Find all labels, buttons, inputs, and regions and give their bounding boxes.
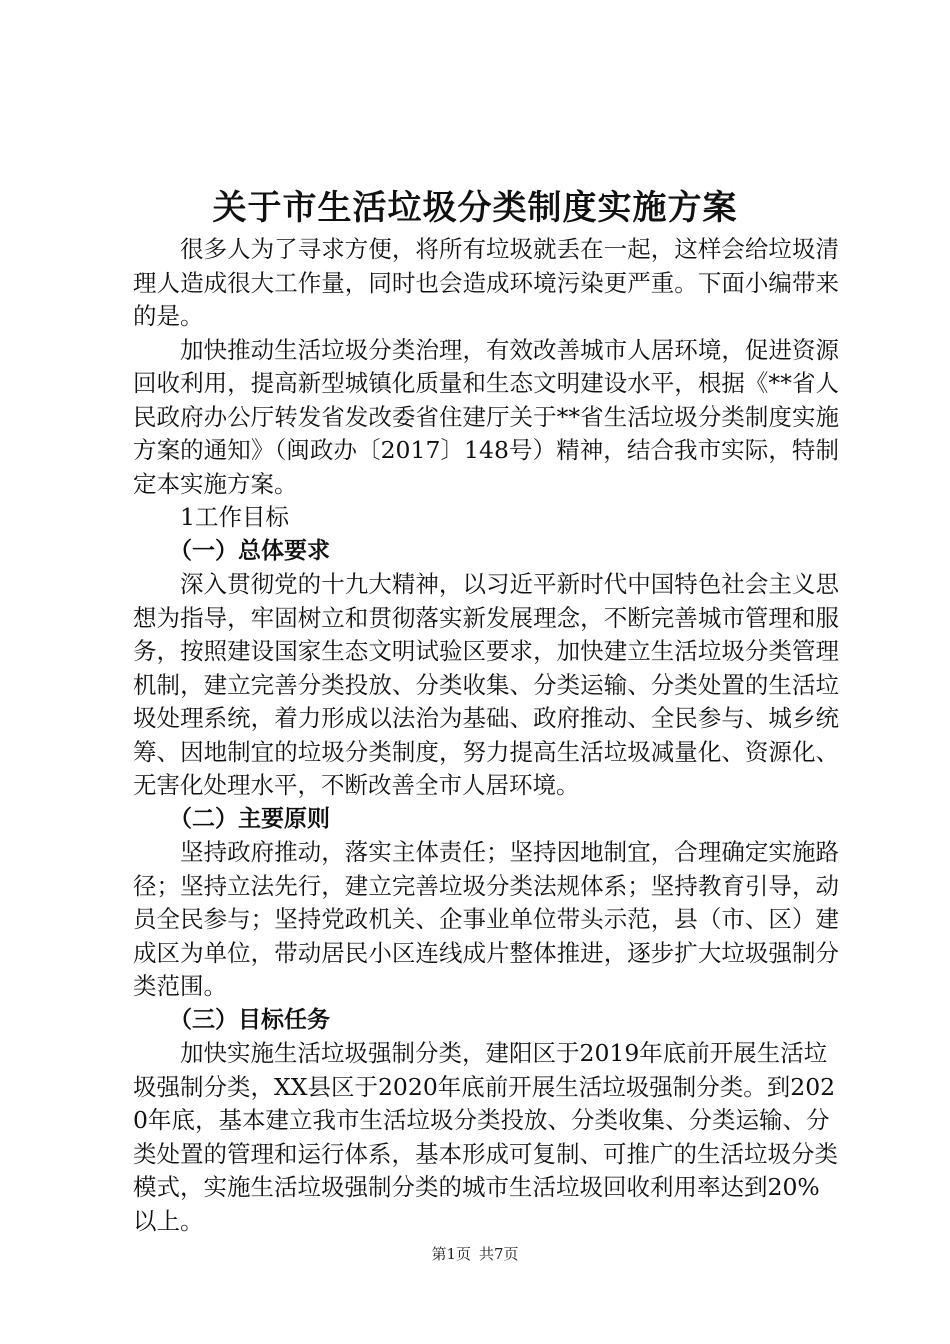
target-tasks-paragraph: 加快实施生活垃圾强制分类，建阳区于2019年底前开展生活垃圾强制分类，XX县区于2020年底前开展生活垃圾强制分类。到2020年底，基本建立我市生活垃圾分类投放、分类收集、分类运输、分类处置的管理和运行体系，基本形成可复制、可推广的生活垃圾分类模式，实施生活垃圾强制分类的城市生活垃圾回收利用率达到20%以上。 (133, 1039, 838, 1235)
document-body (133, 233, 839, 1238)
subsection-heading-overall-requirements: （一）总体要求 (169, 537, 330, 564)
intro-paragraph: 很多人为了寻求方便，将所有垃圾就丢在一起，这样会给垃圾清理人造成很大工作量，同时也会造成环境污染更严重。下面小编带来的是。 (133, 235, 839, 330)
document-title: 关于市生活垃圾分类制度实施方案 (212, 188, 738, 228)
page-total: 共7页 (479, 1245, 519, 1263)
page-footer (0, 1244, 950, 1264)
section-heading-work-goals: 1工作目标 (180, 503, 289, 531)
overall-requirements-paragraph: 深入贯彻党的十九大精神，以习近平新时代中国特色社会主义思想为指导，牢固树立和贯彻落实新发展理念，不断完善城市管理和服务，按照建设国家生态文明试验区要求，加快建立生活垃圾分类管理机制，建立完善分类投放、分类收集、分类运输、分类处置的生活垃圾处理系统，着力形成以法治为基础、政府推动、全民参与、城乡统筹、因地制宜的垃圾分类制度，努力提高生活垃圾减量化、资源化、无害化处理水平，不断改善全市人居环境。 (133, 570, 839, 799)
page-number: 第1页 (431, 1245, 471, 1263)
subsection-heading-main-principles: （二）主要原则 (169, 805, 330, 832)
subsection-heading-target-tasks: （三）目标任务 (169, 1006, 330, 1033)
purpose-paragraph: 加快推动生活垃圾分类治理，有效改善城市人居环境，促进资源回收利用，提高新型城镇化质量和生态文明建设水平，根据《**省人民政府办公厅转发省发改委省住建厅关于**省生活垃圾分类制度实施方案的通知》（闽政办〔2017〕148号）精神，结合我市实际，特制定本实施方案。 (133, 335, 839, 498)
main-principles-paragraph: 坚持政府推动，落实主体责任；坚持因地制宜，合理确定实施路径；坚持立法先行，建立完善垃圾分类法规体系；坚持教育引导，动员全民参与；坚持党政机关、企事业单位带头示范，县（市、区）建成区为单位，带动居民小区连线成片整体推进，逐步扩大垃圾强制分类范围。 (133, 838, 839, 1000)
